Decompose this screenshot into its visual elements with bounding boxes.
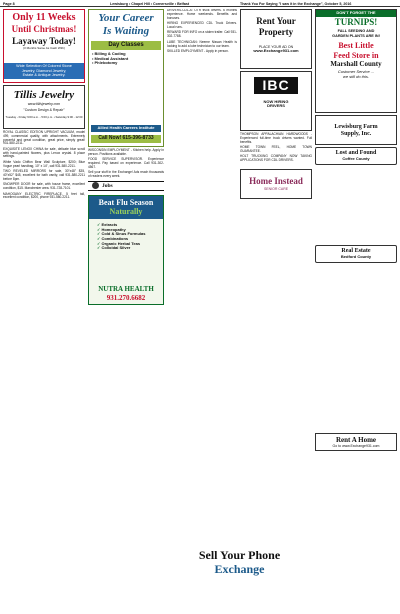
nutra-item: ✓ Colloidal Silver [97,246,163,251]
classified-item: TWO REVELED MIRRORS for sale, 30"x48" $35, 40"x52" $45, excellent for bath vanity, call 931-580-2211 before 8pm. [3,169,85,181]
page-masthead [0,0,400,7]
lost-found-title: Lost and Found [335,150,377,156]
nutra-subhead: Naturally [109,207,143,217]
classified-item: SKILLED EMPLOYMENT - Apply in person. [167,49,229,54]
nutra-health-ad[interactable] [88,195,164,305]
feed-service: Customer Service ... [337,69,375,75]
career-item: • Phlebotomy [92,60,118,66]
career-phone[interactable]: Call Now! 615-396-8733 [91,135,161,143]
classified-item: HIRING EXPERIENCED CDL Truck Drivers. Local runs. [167,21,237,29]
classified-item: MAHOGANY ELECTRIC FIREPLACE, 5 feet tall, excellent condition, $200, phone 931-580-2211. [3,191,85,200]
column-5 [315,9,397,453]
jobs-label: Jobs [102,182,113,189]
classifieds-col2 [88,149,164,179]
issue-date: Thank You For Saying "I saw it in the Exchange", October 5, 2016 [240,1,352,6]
rent-home-ad[interactable] [315,433,397,451]
ibc-ad[interactable] [240,71,312,131]
classified-item: EXQUISITE LENOX CHINA for sale, delicate blue scroll with hand-painted flowers, plus Lenox crystal. 8 place settings. [3,146,85,159]
sell-phone-ad[interactable] [167,538,312,608]
home-instead-logo: Home Instead [249,175,303,186]
classified-item: THOMPSON APPALACHIAN HARDWOODS - Experienced full-time truck drivers wanted. Full benefits. [240,132,312,144]
column-2 [88,9,164,307]
tillis-logo: Tillis Jewelry [13,89,75,101]
farm-supply-inc: Supply, Inc. [340,131,372,138]
career-headline: Your Career [98,12,154,24]
nutra-item: ✓ Extracts [97,223,163,228]
layaway-line-6: Jewelry, Diamond Jewelry, [21,68,67,73]
feed-line-3: FALL SEEDING AND [337,29,375,34]
career-institute: Allied Health Careers Institute [91,125,161,132]
nutra-headline: Beat Flu Season [98,197,154,207]
nutra-logo: NUTRA HEALTH [98,285,154,294]
rent-home-title: Rent A Home [335,436,377,444]
real-estate-title: Real Estate [341,248,371,254]
rent-subhead: Property [258,26,294,37]
lost-found-county: Coffee County [342,156,370,162]
feed-store: Feed Store in [333,50,379,60]
classified-item: DRIVERS-CDL-A: OTR truck drivers. 6 months experience. Home weekends. Benefits and bonuses. [167,9,237,20]
career-subhead: Is Waiting [102,24,150,37]
tillis-hours: Tuesday - Friday 9:00 a.m. - 5:00 p.m. • Saturday 9:00 - 12:00 [5,115,83,120]
sell-phone-headline: Sell Your Phone [198,548,281,562]
rent-cta: PLACE YOUR AD ON [258,45,294,50]
career-item: • Billing & Coding [92,51,126,57]
classifieds-col3 [167,9,237,429]
classifieds-col1 [3,131,85,200]
home-instead-ad[interactable] [240,169,312,199]
classified-item: HOLT TRUCKING COMPANY NOW TAKING APPLICATIONS FOR CDL DRIVERS. [240,154,312,163]
classified-item: REWARD FOR INFO on a stolen trailer. Call 931-302-7788. [167,30,237,39]
classified-item: FOOD SERVICE SUPERVISOR. Experience required. Pay based on experience. Call 931-302-4567. [88,157,164,169]
nutra-item: ✓ Homeopathy [97,228,163,233]
tillis-url: www.tillisjewelry.com [27,101,61,106]
nutra-item: ✓ Combinations [97,237,163,242]
ibc-hiring: NOW HIRING [263,98,289,104]
layaway-headline: Only 11 Weeks [12,12,76,23]
sell-phone-brand: Exchange [214,562,265,577]
career-classes: Day Classes [91,41,161,50]
feed-line-4: GARDEN PLANTS ARE IN! [332,33,380,38]
real-estate-ad[interactable] [315,245,397,263]
layaway-terms: (3 Months Same As Cash With) [23,46,65,51]
tillis-tagline: "Custom Design & Repair" [23,108,65,113]
rent-url[interactable]: www.Exchange931.com [253,48,299,54]
nutra-item: ✓ Cold & Sinus Formulas [97,232,163,237]
layaway-call: Layaway Today! [12,36,76,47]
rent-headline: Rent Your [256,16,296,26]
classified-item: HOME TOWN FEEL, HOME TOWN GUARANTEE. [240,145,312,153]
jobs-header [88,181,164,191]
feed-best: Best Little [338,41,374,51]
feed-still: we still do this. [342,74,369,80]
ibc-drivers: DRIVERS [267,103,285,109]
nutra-list [89,223,163,251]
lost-found-ad[interactable] [315,147,397,165]
column-4 [240,9,312,201]
career-ad[interactable] [88,9,164,147]
column-1 [3,9,85,202]
classified-item: LUBE TECHNICIAN: Neeme Nissan Health is looking to add a lube technician to our team. [167,39,237,48]
column-3 [167,9,237,429]
ibc-logo: IBC [254,77,298,94]
briefcase-icon [92,182,99,189]
farm-supply-name: Lewisburg Farm [334,124,378,130]
tillis-ad[interactable] [3,85,85,129]
farm-supply-ad[interactable] [315,115,397,145]
rent-property-ad[interactable] [240,9,312,69]
home-instead-tagline: SENIOR CARE [263,186,289,191]
classified-item: ROYAL CLASSIC EDITION UPRIGHT VACUUM, model 499, commercial quality, with attachments. Extremely powerful and great condition, great price, simply great! 931-580-2211. [3,130,85,146]
layaway-blurb [4,63,84,79]
feed-banner: DON'T FORGET THE [316,10,396,17]
classifieds-col4 [240,133,312,163]
layaway-subhead: Until Christmas! [11,23,77,34]
real-estate-county: Bedford County [340,254,372,260]
page-number: Page 8 [3,1,15,6]
classified-item: SNOWPER DOOR for sale, with house frame, excellent condition, $15. Manchester area. 931-728-7101. [3,182,85,191]
layaway-line-5: Wide Selection Of Colored Stone [16,64,72,69]
nutra-phone[interactable]: 931.270.6682 [106,293,146,302]
feed-store-ad[interactable] [315,9,397,113]
career-item: • Medical Assistant [92,55,129,61]
rent-home-url[interactable]: Go to www.Exchange931.com [332,444,380,449]
classified-item: Sell your stuff in the Exchange! Ads reach thousands of readers every week. [88,170,164,179]
layaway-line-7: Estate & Antique Jewelry. [22,72,66,77]
classified-item: White Vado Chiffon Bear Wall Sculpture, $200; Blue Vogue pearl handbag, 10" x 14", call 931-580-2211. [3,159,85,168]
feed-turnips: TURNIPS! [334,16,378,27]
paper-name: Lewisburg • Chapel Hill • Cornersville • Belfast [110,1,190,6]
layaway-ad[interactable] [3,9,85,83]
feed-county: Marshall County [330,60,382,69]
nutra-item: ✓ Organic Herbal Teas [97,242,163,247]
classified-item: WISCONSIN EMPLOYMENT - Kitchen help. Apply in person. Positions available. [88,148,164,156]
